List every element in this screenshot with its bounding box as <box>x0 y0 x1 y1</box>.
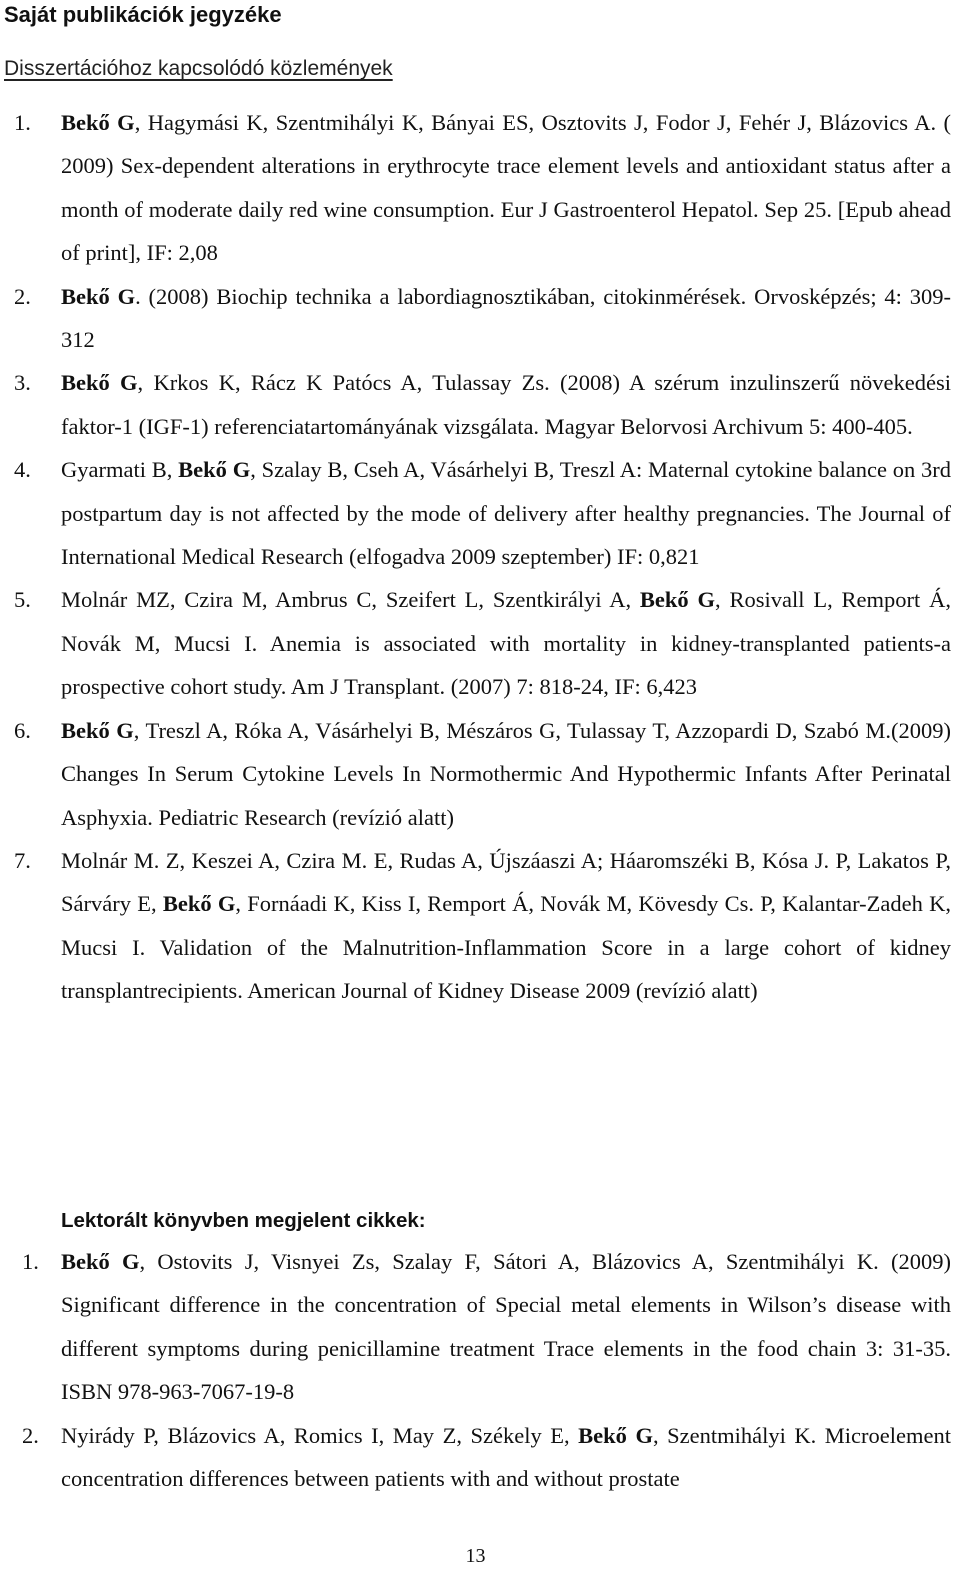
self-author: Bekő G <box>61 1249 140 1274</box>
book-entry-1 <box>0 1240 951 1414</box>
publication-entry-1 <box>0 101 951 275</box>
entry-authors: Gyarmati B, <box>61 457 179 483</box>
book-chapter-list <box>0 1240 951 1500</box>
self-author: Bekő G <box>61 283 136 309</box>
entry-number: 6. <box>14 717 31 743</box>
self-author: Bekő G <box>162 891 236 917</box>
entry-citation: , Rosivall L, Remport Á, Novák M, Mucsi I. Anemia is associated with mortality in kidney-transplanted patients-a prospective cohort study. Am J Transplant. (2007) 7: 818-24, IF: 6,423 <box>61 587 951 700</box>
self-author: Bekő G <box>61 370 138 396</box>
entry-authors: Molnár M. Z, Keszei A, Czira M. E, Rudas A, Újszáaszi A; Háaromszéki B, Kósa J. P, Lakatos P, Sárváry E, <box>61 847 951 917</box>
publication-entry-4 <box>0 448 951 578</box>
entry-number: 1. <box>14 110 31 135</box>
page-number: 13 <box>465 1545 486 1567</box>
section-subtitle: Disszertációhoz kapcsolódó közlemények <box>4 57 393 80</box>
entry-authors: Nyirády P, Blázovics A, Romics I, May Z, Székely E, <box>61 1422 579 1448</box>
publication-entry-5 <box>0 578 951 708</box>
entry-number: 5. <box>14 587 31 613</box>
entry-citation: , Szentmihályi K. Microelement concentration differences between patients with and without prostate <box>61 1422 951 1492</box>
self-author: Bekő G <box>639 587 716 613</box>
self-author: Bekő G <box>61 110 135 135</box>
book-entry-2 <box>0 1414 951 1501</box>
publication-entry-6 <box>0 709 951 839</box>
self-author: Bekő G <box>61 717 134 743</box>
book-section-heading: Lektorált könyvben megjelent cikkek: <box>61 1209 426 1232</box>
entry-number: 4. <box>14 457 31 483</box>
entry-citation: , Hagymási K, Szentmihályi K, Bányai ES, Osztovits J, Fodor J, Fehér J, Blázovics A. ( 2009) Sex-dependent alterations in erythrocyte trace element levels and antioxidant status after a month of moderate daily red wine consumption. Eur J Gastroenterol Hepatol. Sep 25. [Epub ahead of print], IF: 2,08 <box>61 110 951 266</box>
entry-citation: , Treszl A, Róka A, Vásárhelyi B, Mészáros G, Tulassay T, Azzopardi D, Szabó M.(2009) Changes In Serum Cytokine Levels In Normothermic And Hypothermic Infants After Perinatal Asphyxia. Pediatric Research (revízió alatt) <box>61 717 951 830</box>
entry-number: 3. <box>14 370 31 396</box>
entry-citation: , Krkos K, Rácz K Patócs A, Tulassay Zs. (2008) A szérum inzulinszerű növekedési faktor-1 (IGF-1) referenciatartományának vizsgálata. Magyar Belorvosi Archivum 5: 400-405. <box>61 370 952 439</box>
entry-number: 7. <box>14 847 31 873</box>
entry-number: 2. <box>14 283 31 309</box>
entry-citation: , Szalay B, Cseh A, Vásárhelyi B, Treszl A: Maternal cytokine balance on 3rd postpartum day is not affected by the mode of delivery after healthy pregnancies. The Journal of International Medical Research (elfogadva 2009 szeptember) IF: 0,821 <box>61 457 951 570</box>
entry-citation: , Fornáadi K, Kiss I, Remport Á, Novák M, Kövesdy Cs. P, Kalantar-Zadeh K, Mucsi I. Validation of the Malnutrition-Inflammation Score in a large cohort of kidney transplantrecipients. American Journal of Kidney Disease 2009 (revízió alatt) <box>61 891 952 1004</box>
dissertation-publication-list <box>0 101 951 1013</box>
entry-authors: Molnár MZ, Czira M, Ambrus C, Szeifert L, Szentkirályi A, <box>61 587 640 613</box>
entry-number: 1. <box>22 1249 39 1274</box>
entry-number: 2. <box>22 1422 39 1448</box>
publication-entry-3 <box>0 361 951 448</box>
page-title: Saját publikációk jegyzéke <box>4 2 282 27</box>
entry-citation: . (2008) Biochip technika a labordiagnosztikában, citokinmérések. Orvosképzés; 4: 309-312 <box>61 283 951 353</box>
publication-entry-2 <box>0 275 951 362</box>
publication-entry-7 <box>0 839 951 1013</box>
self-author: Bekő G <box>578 1422 653 1448</box>
entry-citation: , Ostovits J, Visnyei Zs, Szalay F, Sátori A, Blázovics A, Szentmihályi K. (2009) Significant difference in the concentration of Special metal elements in Wilson’s disease with different symptoms during penicillamine treatment Trace elements in the food chain 3: 31-35. ISBN 978-963-7067-19-8 <box>61 1249 951 1405</box>
self-author: Bekő G <box>178 457 251 483</box>
